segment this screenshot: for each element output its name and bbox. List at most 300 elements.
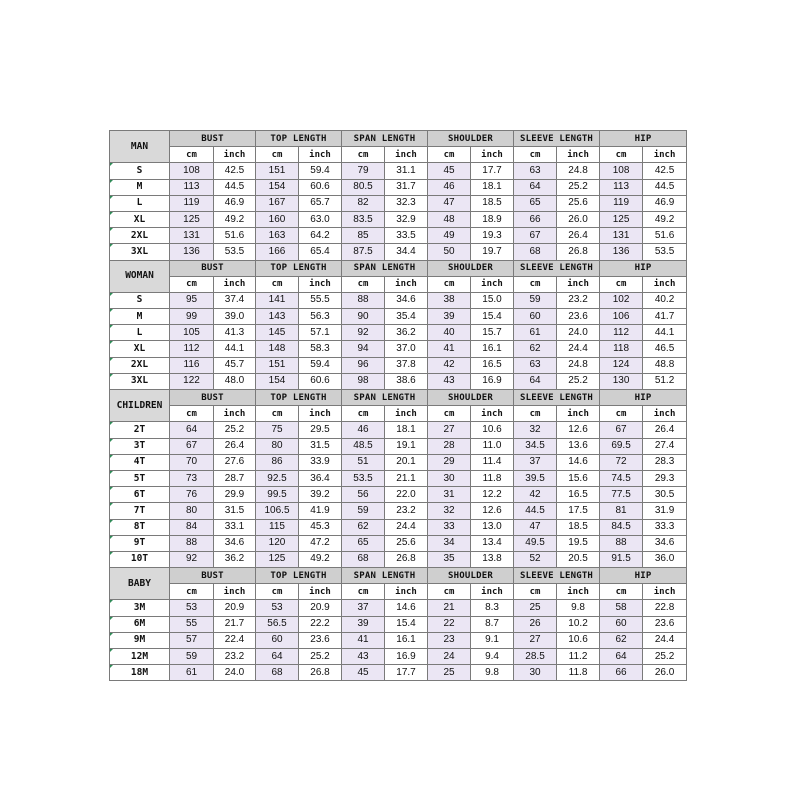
- hip-inch-cell: 29.3: [643, 470, 687, 486]
- table-row: [110, 228, 687, 244]
- top-length-inch-cell: 56.3: [299, 309, 342, 325]
- sleeve-length-cm-cell: 42: [514, 487, 557, 503]
- bust-inch-cell: 34.6: [214, 535, 256, 551]
- column-header-shoulder: SHOULDER: [428, 390, 514, 406]
- shoulder-inch-cell: 8.3: [471, 600, 514, 616]
- top-length-cm-cell: 99.5: [256, 487, 299, 503]
- hip-cm-cell: 119: [600, 195, 643, 211]
- span-length-inch-cell: 32.9: [385, 211, 428, 227]
- unit-inch-label: inch: [643, 406, 687, 422]
- units-row-man: [110, 147, 687, 163]
- top-length-inch-cell: 25.2: [299, 649, 342, 665]
- unit-cm-label: cm: [514, 584, 557, 600]
- table-row: [110, 519, 687, 535]
- top-length-inch-cell: 59.4: [299, 163, 342, 179]
- unit-inch-label: inch: [385, 276, 428, 292]
- shoulder-cm-cell: 39: [428, 309, 471, 325]
- hip-cm-cell: 113: [600, 179, 643, 195]
- table-row: [110, 632, 687, 648]
- bust-cm-cell: 70: [170, 454, 214, 470]
- column-header-top-length: TOP LENGTH: [256, 131, 342, 147]
- hip-cm-cell: 60: [600, 616, 643, 632]
- sleeve-length-inch-cell: 26.0: [557, 211, 600, 227]
- bust-cm-cell: 122: [170, 373, 214, 389]
- unit-cm-label: cm: [428, 147, 471, 163]
- span-length-inch-cell: 15.4: [385, 616, 428, 632]
- span-length-inch-cell: 37.0: [385, 341, 428, 357]
- hip-inch-cell: 49.2: [643, 211, 687, 227]
- top-length-inch-cell: 45.3: [299, 519, 342, 535]
- unit-cm-label: cm: [170, 276, 214, 292]
- sleeve-length-inch-cell: 23.2: [557, 292, 600, 308]
- shoulder-cm-cell: 27: [428, 422, 471, 438]
- table-row: [110, 341, 687, 357]
- span-length-inch-cell: 23.2: [385, 503, 428, 519]
- shoulder-inch-cell: 17.7: [471, 163, 514, 179]
- span-length-cm-cell: 37: [342, 600, 385, 616]
- hip-cm-cell: 112: [600, 325, 643, 341]
- hip-inch-cell: 31.9: [643, 503, 687, 519]
- unit-inch-label: inch: [385, 406, 428, 422]
- unit-inch-label: inch: [299, 147, 342, 163]
- span-length-cm-cell: 46: [342, 422, 385, 438]
- size-label: 3XL: [110, 244, 170, 260]
- size-chart-table: [109, 130, 687, 681]
- span-length-cm-cell: 65: [342, 535, 385, 551]
- shoulder-cm-cell: 45: [428, 163, 471, 179]
- span-length-cm-cell: 59: [342, 503, 385, 519]
- hip-cm-cell: 88: [600, 535, 643, 551]
- hip-inch-cell: 48.8: [643, 357, 687, 373]
- hip-cm-cell: 131: [600, 228, 643, 244]
- top-length-inch-cell: 47.2: [299, 535, 342, 551]
- top-length-cm-cell: 60: [256, 632, 299, 648]
- column-header-bust: BUST: [170, 568, 256, 584]
- sleeve-length-inch-cell: 17.5: [557, 503, 600, 519]
- hip-inch-cell: 27.4: [643, 438, 687, 454]
- unit-cm-label: cm: [170, 584, 214, 600]
- span-length-cm-cell: 87.5: [342, 244, 385, 260]
- unit-cm-label: cm: [514, 406, 557, 422]
- column-header-span-length: SPAN LENGTH: [342, 390, 428, 406]
- top-length-cm-cell: 151: [256, 163, 299, 179]
- sleeve-length-inch-cell: 19.5: [557, 535, 600, 551]
- span-length-cm-cell: 80.5: [342, 179, 385, 195]
- span-length-inch-cell: 16.9: [385, 649, 428, 665]
- sleeve-length-cm-cell: 63: [514, 163, 557, 179]
- top-length-cm-cell: 125: [256, 551, 299, 567]
- unit-cm-label: cm: [600, 584, 643, 600]
- unit-cm-label: cm: [170, 147, 214, 163]
- hip-inch-cell: 46.5: [643, 341, 687, 357]
- table-row: [110, 325, 687, 341]
- bust-cm-cell: 125: [170, 211, 214, 227]
- table-row: [110, 357, 687, 373]
- bust-cm-cell: 76: [170, 487, 214, 503]
- span-length-cm-cell: 48.5: [342, 438, 385, 454]
- table-row: [110, 373, 687, 389]
- shoulder-cm-cell: 24: [428, 649, 471, 665]
- bust-inch-cell: 45.7: [214, 357, 256, 373]
- top-length-cm-cell: 151: [256, 357, 299, 373]
- shoulder-cm-cell: 28: [428, 438, 471, 454]
- bust-inch-cell: 41.3: [214, 325, 256, 341]
- top-length-cm-cell: 115: [256, 519, 299, 535]
- unit-inch-label: inch: [299, 276, 342, 292]
- column-header-bust: BUST: [170, 390, 256, 406]
- hip-inch-cell: 36.0: [643, 551, 687, 567]
- bust-cm-cell: 53: [170, 600, 214, 616]
- span-length-inch-cell: 16.1: [385, 632, 428, 648]
- shoulder-cm-cell: 47: [428, 195, 471, 211]
- span-length-cm-cell: 51: [342, 454, 385, 470]
- bust-inch-cell: 29.9: [214, 487, 256, 503]
- bust-cm-cell: 131: [170, 228, 214, 244]
- span-length-inch-cell: 34.4: [385, 244, 428, 260]
- sleeve-length-cm-cell: 66: [514, 211, 557, 227]
- top-length-cm-cell: 154: [256, 179, 299, 195]
- span-length-cm-cell: 83.5: [342, 211, 385, 227]
- hip-cm-cell: 62: [600, 632, 643, 648]
- unit-inch-label: inch: [557, 406, 600, 422]
- shoulder-inch-cell: 18.1: [471, 179, 514, 195]
- size-label: 7T: [110, 503, 170, 519]
- bust-cm-cell: 92: [170, 551, 214, 567]
- size-label: 2XL: [110, 357, 170, 373]
- sleeve-length-cm-cell: 67: [514, 228, 557, 244]
- unit-cm-label: cm: [428, 406, 471, 422]
- shoulder-cm-cell: 38: [428, 292, 471, 308]
- sleeve-length-cm-cell: 49.5: [514, 535, 557, 551]
- sleeve-length-cm-cell: 68: [514, 244, 557, 260]
- sleeve-length-inch-cell: 18.5: [557, 519, 600, 535]
- top-length-cm-cell: 163: [256, 228, 299, 244]
- hip-inch-cell: 34.6: [643, 535, 687, 551]
- top-length-inch-cell: 36.4: [299, 470, 342, 486]
- span-length-cm-cell: 85: [342, 228, 385, 244]
- hip-inch-cell: 44.5: [643, 179, 687, 195]
- hip-cm-cell: 81: [600, 503, 643, 519]
- shoulder-inch-cell: 8.7: [471, 616, 514, 632]
- table-row: [110, 309, 687, 325]
- span-length-inch-cell: 33.5: [385, 228, 428, 244]
- unit-cm-label: cm: [514, 147, 557, 163]
- sleeve-length-cm-cell: 59: [514, 292, 557, 308]
- sleeve-length-inch-cell: 10.6: [557, 632, 600, 648]
- sleeve-length-cm-cell: 27: [514, 632, 557, 648]
- size-label: 12M: [110, 649, 170, 665]
- sleeve-length-cm-cell: 63: [514, 357, 557, 373]
- bust-inch-cell: 27.6: [214, 454, 256, 470]
- column-header-top-length: TOP LENGTH: [256, 260, 342, 276]
- top-length-cm-cell: 154: [256, 373, 299, 389]
- span-length-cm-cell: 56: [342, 487, 385, 503]
- shoulder-cm-cell: 49: [428, 228, 471, 244]
- bust-cm-cell: 61: [170, 665, 214, 681]
- hip-inch-cell: 24.4: [643, 632, 687, 648]
- size-label: 2XL: [110, 228, 170, 244]
- section-header-row-children: [110, 390, 687, 406]
- span-length-inch-cell: 18.1: [385, 422, 428, 438]
- top-length-inch-cell: 65.4: [299, 244, 342, 260]
- top-length-cm-cell: 64: [256, 649, 299, 665]
- top-length-inch-cell: 26.8: [299, 665, 342, 681]
- span-length-cm-cell: 79: [342, 163, 385, 179]
- sleeve-length-inch-cell: 26.4: [557, 228, 600, 244]
- hip-inch-cell: 33.3: [643, 519, 687, 535]
- bust-inch-cell: 21.7: [214, 616, 256, 632]
- bust-inch-cell: 20.9: [214, 600, 256, 616]
- hip-cm-cell: 118: [600, 341, 643, 357]
- sleeve-length-inch-cell: 16.5: [557, 487, 600, 503]
- bust-inch-cell: 51.6: [214, 228, 256, 244]
- hip-inch-cell: 51.2: [643, 373, 687, 389]
- sleeve-length-cm-cell: 65: [514, 195, 557, 211]
- bust-inch-cell: 53.5: [214, 244, 256, 260]
- shoulder-cm-cell: 35: [428, 551, 471, 567]
- sleeve-length-cm-cell: 30: [514, 665, 557, 681]
- span-length-inch-cell: 34.6: [385, 292, 428, 308]
- size-label: 3M: [110, 600, 170, 616]
- unit-cm-label: cm: [256, 147, 299, 163]
- shoulder-inch-cell: 18.9: [471, 211, 514, 227]
- sleeve-length-cm-cell: 34.5: [514, 438, 557, 454]
- sleeve-length-inch-cell: 14.6: [557, 454, 600, 470]
- sleeve-length-cm-cell: 61: [514, 325, 557, 341]
- bust-inch-cell: 49.2: [214, 211, 256, 227]
- sleeve-length-cm-cell: 44.5: [514, 503, 557, 519]
- shoulder-inch-cell: 13.0: [471, 519, 514, 535]
- top-length-inch-cell: 23.6: [299, 632, 342, 648]
- bust-cm-cell: 105: [170, 325, 214, 341]
- span-length-inch-cell: 24.4: [385, 519, 428, 535]
- size-label: S: [110, 163, 170, 179]
- top-length-inch-cell: 58.3: [299, 341, 342, 357]
- unit-cm-label: cm: [256, 276, 299, 292]
- shoulder-cm-cell: 48: [428, 211, 471, 227]
- span-length-cm-cell: 68: [342, 551, 385, 567]
- units-row-woman: [110, 276, 687, 292]
- hip-cm-cell: 64: [600, 649, 643, 665]
- shoulder-inch-cell: 16.9: [471, 373, 514, 389]
- top-length-inch-cell: 60.6: [299, 179, 342, 195]
- table-row: [110, 211, 687, 227]
- table-row: [110, 179, 687, 195]
- top-length-cm-cell: 92.5: [256, 470, 299, 486]
- table-row: [110, 551, 687, 567]
- top-length-inch-cell: 29.5: [299, 422, 342, 438]
- bust-cm-cell: 57: [170, 632, 214, 648]
- unit-cm-label: cm: [428, 276, 471, 292]
- hip-cm-cell: 67: [600, 422, 643, 438]
- unit-inch-label: inch: [471, 276, 514, 292]
- column-header-shoulder: SHOULDER: [428, 131, 514, 147]
- unit-inch-label: inch: [643, 276, 687, 292]
- span-length-cm-cell: 96: [342, 357, 385, 373]
- unit-cm-label: cm: [256, 584, 299, 600]
- span-length-inch-cell: 26.8: [385, 551, 428, 567]
- top-length-inch-cell: 63.0: [299, 211, 342, 227]
- top-length-cm-cell: 166: [256, 244, 299, 260]
- unit-cm-label: cm: [600, 276, 643, 292]
- sleeve-length-inch-cell: 10.2: [557, 616, 600, 632]
- span-length-inch-cell: 17.7: [385, 665, 428, 681]
- sleeve-length-inch-cell: 24.8: [557, 357, 600, 373]
- top-length-cm-cell: 160: [256, 211, 299, 227]
- shoulder-inch-cell: 9.4: [471, 649, 514, 665]
- sleeve-length-cm-cell: 64: [514, 373, 557, 389]
- shoulder-inch-cell: 9.1: [471, 632, 514, 648]
- column-header-span-length: SPAN LENGTH: [342, 568, 428, 584]
- sleeve-length-inch-cell: 25.2: [557, 373, 600, 389]
- column-header-hip: HIP: [600, 568, 687, 584]
- sleeve-length-inch-cell: 26.8: [557, 244, 600, 260]
- top-length-cm-cell: 167: [256, 195, 299, 211]
- span-length-inch-cell: 22.0: [385, 487, 428, 503]
- table-row: [110, 600, 687, 616]
- size-label: L: [110, 325, 170, 341]
- bust-cm-cell: 119: [170, 195, 214, 211]
- top-length-inch-cell: 41.9: [299, 503, 342, 519]
- hip-cm-cell: 125: [600, 211, 643, 227]
- bust-cm-cell: 136: [170, 244, 214, 260]
- shoulder-cm-cell: 50: [428, 244, 471, 260]
- span-length-inch-cell: 19.1: [385, 438, 428, 454]
- unit-cm-label: cm: [600, 147, 643, 163]
- top-length-inch-cell: 22.2: [299, 616, 342, 632]
- unit-inch-label: inch: [471, 147, 514, 163]
- hip-cm-cell: 106: [600, 309, 643, 325]
- shoulder-inch-cell: 13.8: [471, 551, 514, 567]
- bust-cm-cell: 55: [170, 616, 214, 632]
- span-length-cm-cell: 92: [342, 325, 385, 341]
- top-length-inch-cell: 49.2: [299, 551, 342, 567]
- span-length-cm-cell: 90: [342, 309, 385, 325]
- table-row: [110, 244, 687, 260]
- size-label: 6M: [110, 616, 170, 632]
- hip-cm-cell: 66: [600, 665, 643, 681]
- bust-cm-cell: 116: [170, 357, 214, 373]
- bust-cm-cell: 64: [170, 422, 214, 438]
- top-length-cm-cell: 86: [256, 454, 299, 470]
- span-length-cm-cell: 39: [342, 616, 385, 632]
- bust-inch-cell: 48.0: [214, 373, 256, 389]
- span-length-cm-cell: 53.5: [342, 470, 385, 486]
- sleeve-length-cm-cell: 39.5: [514, 470, 557, 486]
- sleeve-length-inch-cell: 13.6: [557, 438, 600, 454]
- bust-inch-cell: 28.7: [214, 470, 256, 486]
- unit-cm-label: cm: [428, 584, 471, 600]
- sleeve-length-cm-cell: 64: [514, 179, 557, 195]
- top-length-cm-cell: 145: [256, 325, 299, 341]
- hip-inch-cell: 22.8: [643, 600, 687, 616]
- span-length-cm-cell: 45: [342, 665, 385, 681]
- table-row: [110, 163, 687, 179]
- unit-cm-label: cm: [170, 406, 214, 422]
- hip-inch-cell: 53.5: [643, 244, 687, 260]
- size-label: L: [110, 195, 170, 211]
- shoulder-inch-cell: 19.3: [471, 228, 514, 244]
- span-length-inch-cell: 14.6: [385, 600, 428, 616]
- shoulder-cm-cell: 43: [428, 373, 471, 389]
- shoulder-inch-cell: 16.1: [471, 341, 514, 357]
- unit-cm-label: cm: [342, 406, 385, 422]
- section-header-row-baby: [110, 568, 687, 584]
- hip-inch-cell: 51.6: [643, 228, 687, 244]
- unit-inch-label: inch: [299, 406, 342, 422]
- column-header-top-length: TOP LENGTH: [256, 568, 342, 584]
- table-row: [110, 535, 687, 551]
- span-length-inch-cell: 25.6: [385, 535, 428, 551]
- unit-inch-label: inch: [214, 584, 256, 600]
- shoulder-cm-cell: 29: [428, 454, 471, 470]
- hip-cm-cell: 58: [600, 600, 643, 616]
- hip-cm-cell: 77.5: [600, 487, 643, 503]
- sleeve-length-inch-cell: 24.0: [557, 325, 600, 341]
- hip-cm-cell: 136: [600, 244, 643, 260]
- bust-inch-cell: 39.0: [214, 309, 256, 325]
- top-length-cm-cell: 148: [256, 341, 299, 357]
- top-length-cm-cell: 53: [256, 600, 299, 616]
- span-length-inch-cell: 31.1: [385, 163, 428, 179]
- top-length-inch-cell: 20.9: [299, 600, 342, 616]
- top-length-cm-cell: 80: [256, 438, 299, 454]
- section-title-man: MAN: [110, 131, 170, 163]
- size-label: XL: [110, 211, 170, 227]
- shoulder-cm-cell: 34: [428, 535, 471, 551]
- sleeve-length-inch-cell: 11.8: [557, 665, 600, 681]
- span-length-cm-cell: 98: [342, 373, 385, 389]
- size-label: 10T: [110, 551, 170, 567]
- bust-cm-cell: 73: [170, 470, 214, 486]
- sleeve-length-inch-cell: 11.2: [557, 649, 600, 665]
- shoulder-cm-cell: 31: [428, 487, 471, 503]
- unit-inch-label: inch: [385, 584, 428, 600]
- hip-cm-cell: 102: [600, 292, 643, 308]
- top-length-cm-cell: 56.5: [256, 616, 299, 632]
- bust-inch-cell: 33.1: [214, 519, 256, 535]
- size-label: XL: [110, 341, 170, 357]
- hip-inch-cell: 28.3: [643, 454, 687, 470]
- shoulder-cm-cell: 46: [428, 179, 471, 195]
- bust-cm-cell: 108: [170, 163, 214, 179]
- bust-inch-cell: 42.5: [214, 163, 256, 179]
- shoulder-cm-cell: 25: [428, 665, 471, 681]
- units-row-children: [110, 406, 687, 422]
- sleeve-length-inch-cell: 24.4: [557, 341, 600, 357]
- top-length-cm-cell: 141: [256, 292, 299, 308]
- shoulder-inch-cell: 19.7: [471, 244, 514, 260]
- hip-cm-cell: 108: [600, 163, 643, 179]
- sleeve-length-cm-cell: 52: [514, 551, 557, 567]
- size-label: 2T: [110, 422, 170, 438]
- sleeve-length-inch-cell: 12.6: [557, 422, 600, 438]
- hip-cm-cell: 74.5: [600, 470, 643, 486]
- unit-inch-label: inch: [557, 584, 600, 600]
- bust-inch-cell: 24.0: [214, 665, 256, 681]
- table-row: [110, 195, 687, 211]
- sleeve-length-inch-cell: 25.2: [557, 179, 600, 195]
- hip-inch-cell: 40.2: [643, 292, 687, 308]
- top-length-cm-cell: 106.5: [256, 503, 299, 519]
- span-length-cm-cell: 94: [342, 341, 385, 357]
- table-row: [110, 292, 687, 308]
- hip-inch-cell: 46.9: [643, 195, 687, 211]
- column-header-top-length: TOP LENGTH: [256, 390, 342, 406]
- bust-cm-cell: 88: [170, 535, 214, 551]
- shoulder-inch-cell: 11.0: [471, 438, 514, 454]
- sleeve-length-cm-cell: 32: [514, 422, 557, 438]
